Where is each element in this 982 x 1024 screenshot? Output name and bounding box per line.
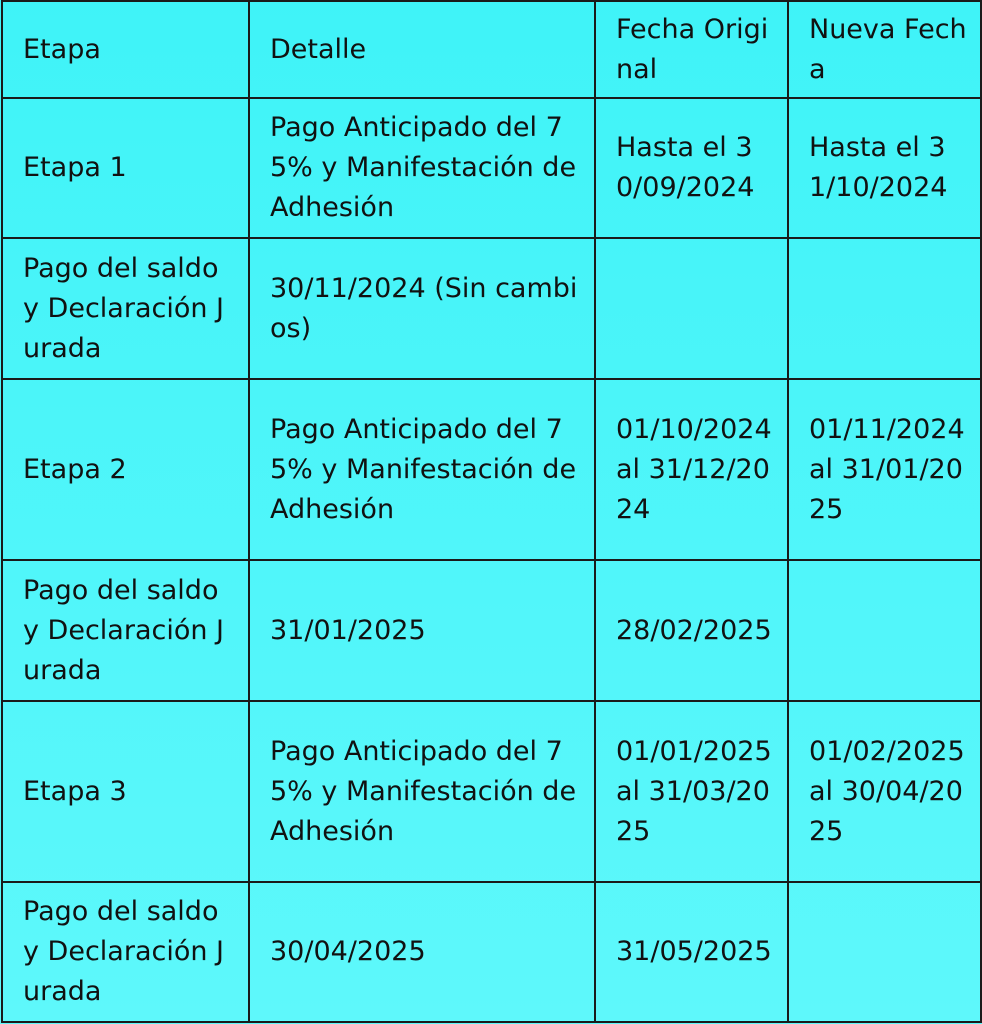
cell-etapa: Pago del saldo y Declaración Jurada <box>2 238 249 379</box>
cell-fecha-original: 01/01/2025 al 31/03/2025 <box>595 701 788 882</box>
cell-nueva-fecha <box>788 238 981 379</box>
cell-etapa: Pago del saldo y Declaración Jurada <box>2 882 249 1022</box>
header-nueva-fecha: Nueva Fecha <box>788 1 981 98</box>
cell-fecha-original: 28/02/2025 <box>595 560 788 701</box>
cell-nueva-fecha: Hasta el 31/10/2024 <box>788 98 981 238</box>
cell-etapa: Etapa 2 <box>2 379 249 560</box>
cell-fecha-original: 31/05/2025 <box>595 882 788 1022</box>
table-row <box>2 238 981 379</box>
cell-detalle: Pago Anticipado del 75% y Manifestación de Adhesión <box>249 379 595 560</box>
table-row <box>2 882 981 1022</box>
cell-etapa: Etapa 1 <box>2 98 249 238</box>
schedule-table <box>1 0 982 1023</box>
cell-etapa: Pago del saldo y Declaración Jurada <box>2 560 249 701</box>
cell-detalle: Pago Anticipado del 75% y Manifestación de Adhesión <box>249 701 595 882</box>
table-row <box>2 701 981 882</box>
cell-nueva-fecha: 01/11/2024 al 31/01/2025 <box>788 379 981 560</box>
table-row <box>2 560 981 701</box>
cell-detalle: 30/11/2024 (Sin cambios) <box>249 238 595 379</box>
table-row <box>2 98 981 238</box>
cell-fecha-original: 01/10/2024 al 31/12/2024 <box>595 379 788 560</box>
header-etapa: Etapa <box>2 1 249 98</box>
cell-nueva-fecha <box>788 560 981 701</box>
cell-fecha-original: Hasta el 30/09/2024 <box>595 98 788 238</box>
cell-detalle: Pago Anticipado del 75% y Manifestación de Adhesión <box>249 98 595 238</box>
cell-detalle: 31/01/2025 <box>249 560 595 701</box>
cell-nueva-fecha: 01/02/2025 al 30/04/2025 <box>788 701 981 882</box>
header-detalle: Detalle <box>249 1 595 98</box>
table-header-row <box>2 1 981 98</box>
cell-etapa: Etapa 3 <box>2 701 249 882</box>
cell-fecha-original <box>595 238 788 379</box>
header-fecha-original: Fecha Original <box>595 1 788 98</box>
cell-nueva-fecha <box>788 882 981 1022</box>
cell-detalle: 30/04/2025 <box>249 882 595 1022</box>
table-row <box>2 379 981 560</box>
